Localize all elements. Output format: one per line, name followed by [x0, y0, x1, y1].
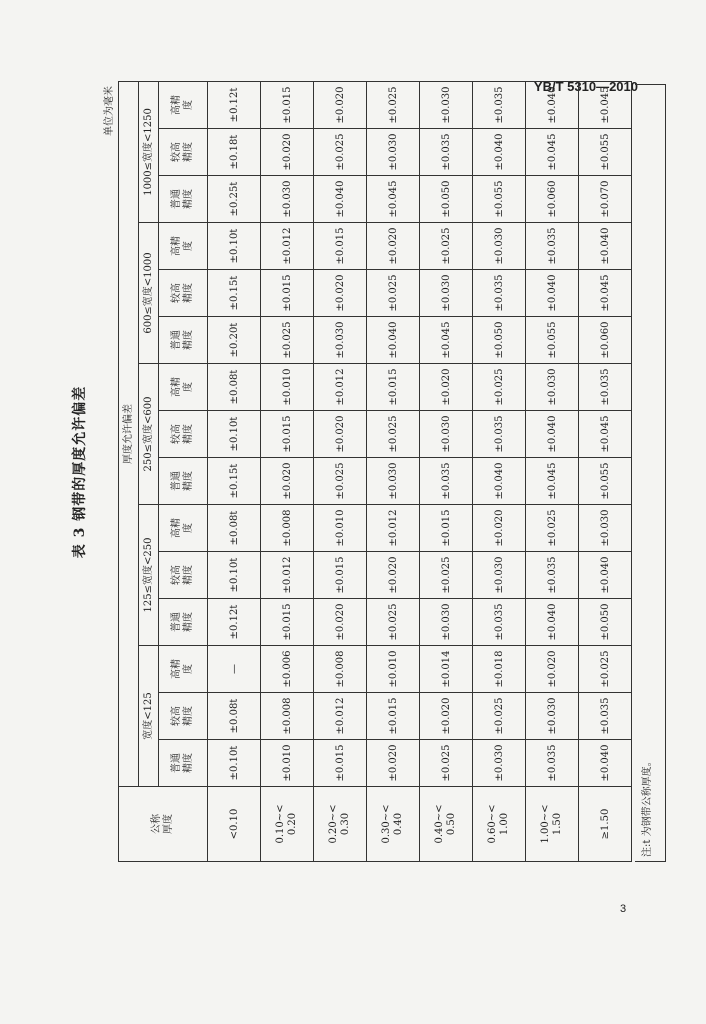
- tolerance-cell: ±0.045: [526, 129, 579, 176]
- tolerance-cell: ±0.035: [526, 223, 579, 270]
- thickness-cell: 0.10~<0.20: [261, 787, 314, 862]
- tolerance-cell: ±0.015: [314, 552, 367, 599]
- tolerance-cell: ±0.025: [473, 364, 526, 411]
- table-row: [261, 81, 314, 861]
- table-row: [526, 81, 579, 861]
- precision-header: 普通精度: [159, 458, 208, 505]
- tolerance-cell: ±0.055: [579, 458, 632, 505]
- table-row: [208, 81, 261, 861]
- col-header-nominal: 公称厚度: [119, 787, 208, 862]
- tolerance-cell: ±0.025: [261, 317, 314, 364]
- thickness-cell: 0.60~<1.00: [473, 787, 526, 862]
- precision-header: 较高精度: [159, 411, 208, 458]
- tolerance-cell: ±0.10t: [208, 223, 261, 270]
- tolerance-cell: ±0.12t: [208, 81, 261, 128]
- tolerance-cell: ±0.055: [579, 129, 632, 176]
- tolerance-cell: ±0.040: [526, 411, 579, 458]
- tolerance-cell: ±0.08t: [208, 364, 261, 411]
- table-body: [208, 81, 632, 861]
- tolerance-cell: ±0.15t: [208, 458, 261, 505]
- tolerance-cell: ±0.035: [473, 411, 526, 458]
- table-title: 表 3 钢带的厚度允许偏差: [72, 385, 88, 559]
- tolerance-cell: ±0.020: [314, 411, 367, 458]
- thickness-cell: ≥1.50: [579, 787, 632, 862]
- tolerance-cell: ±0.015: [367, 364, 420, 411]
- tolerance-cell: ±0.025: [473, 693, 526, 740]
- thickness-cell: 0.40~<0.50: [420, 787, 473, 862]
- tolerance-cell: ±0.020: [420, 364, 473, 411]
- tolerance-cell: ±0.030: [261, 176, 314, 223]
- precision-header: 较高精度: [159, 552, 208, 599]
- tolerance-cell: ±0.015: [261, 81, 314, 128]
- tolerance-cell: ±0.035: [526, 552, 579, 599]
- table-row: [367, 81, 420, 861]
- tolerance-cell: ±0.040: [473, 129, 526, 176]
- tolerance-cell: ±0.015: [314, 223, 367, 270]
- precision-header: 普通精度: [159, 176, 208, 223]
- tolerance-cell: ±0.020: [314, 81, 367, 128]
- tolerance-cell: ±0.10t: [208, 740, 261, 787]
- tolerance-cell: ±0.030: [473, 740, 526, 787]
- tolerance-cell: ±0.015: [261, 411, 314, 458]
- tolerance-cell: ±0.015: [314, 740, 367, 787]
- tolerance-cell: ±0.12t: [208, 599, 261, 646]
- precision-header: 高精度: [159, 505, 208, 552]
- precision-header: 较高精度: [159, 270, 208, 317]
- tolerance-cell: ±0.030: [473, 223, 526, 270]
- width-group-header: 125≤宽度<250: [139, 505, 159, 646]
- tolerance-cell: ±0.060: [579, 317, 632, 364]
- tolerance-cell: ±0.040: [526, 599, 579, 646]
- tolerance-cell: ±0.050: [579, 599, 632, 646]
- tolerance-cell: ±0.055: [473, 176, 526, 223]
- table-row: [473, 81, 526, 861]
- tolerance-cell: ±0.050: [420, 176, 473, 223]
- precision-header: 高精度: [159, 364, 208, 411]
- table-note: 注:t 为钢带公称厚度。: [635, 84, 666, 862]
- precision-header: 高精度: [159, 81, 208, 128]
- tolerance-cell: ±0.025: [367, 81, 420, 128]
- tolerance-cell: ±0.030: [579, 505, 632, 552]
- tolerance-cell: ±0.025: [367, 411, 420, 458]
- tolerance-cell: ±0.008: [261, 693, 314, 740]
- table-unit: 单位为毫米: [104, 86, 115, 136]
- table-row: [579, 81, 632, 861]
- precision-header: 较高精度: [159, 693, 208, 740]
- tolerance-cell: ±0.030: [526, 364, 579, 411]
- tolerance-cell: ±0.025: [579, 646, 632, 693]
- tolerance-cell: ±0.012: [314, 693, 367, 740]
- tolerance-cell: ±0.10t: [208, 411, 261, 458]
- thickness-cell: <0.10: [208, 787, 261, 862]
- thickness-tolerance-table: [118, 81, 632, 862]
- table-row: [314, 81, 367, 861]
- tolerance-cell: ±0.012: [261, 552, 314, 599]
- tolerance-cell: ±0.035: [420, 458, 473, 505]
- tolerance-cell: ±0.010: [314, 505, 367, 552]
- thickness-cell: 1.00~<1.50: [526, 787, 579, 862]
- tolerance-cell: ±0.015: [261, 599, 314, 646]
- tolerance-cell: ±0.030: [526, 693, 579, 740]
- header-row-precisions: [159, 81, 208, 861]
- tolerance-cell: ±0.020: [314, 599, 367, 646]
- tolerance-cell: ±0.020: [526, 646, 579, 693]
- tolerance-cell: ±0.030: [420, 411, 473, 458]
- tolerance-cell: ±0.025: [420, 552, 473, 599]
- tolerance-cell: ±0.045: [526, 458, 579, 505]
- tolerance-cell: ±0.035: [473, 270, 526, 317]
- tolerance-cell: ±0.040: [579, 552, 632, 599]
- precision-header: 普通精度: [159, 599, 208, 646]
- precision-header: 较高精度: [159, 129, 208, 176]
- tolerance-cell: ±0.008: [261, 505, 314, 552]
- tolerance-cell: ±0.025: [314, 458, 367, 505]
- tolerance-cell: ±0.015: [261, 270, 314, 317]
- tolerance-cell: ±0.070: [579, 176, 632, 223]
- tolerance-cell: ±0.035: [473, 81, 526, 128]
- landscape-content: [60, 82, 653, 862]
- tolerance-cell: ±0.035: [579, 693, 632, 740]
- tolerance-cell: ±0.060: [526, 176, 579, 223]
- thickness-cell: 0.30~<0.40: [367, 787, 420, 862]
- tolerance-cell: ±0.030: [420, 81, 473, 128]
- tolerance-cell: ±0.035: [526, 740, 579, 787]
- tolerance-cell: ±0.020: [420, 693, 473, 740]
- tolerance-cell: ±0.035: [473, 599, 526, 646]
- tolerance-cell: ±0.015: [420, 505, 473, 552]
- rotated-table-block: [60, 82, 653, 862]
- tolerance-cell: ±0.012: [314, 364, 367, 411]
- header-row-widths: [139, 81, 159, 861]
- page-number: 3: [620, 903, 627, 915]
- width-group-header: 1000≤宽度<1250: [139, 81, 159, 222]
- tolerance-cell: ±0.010: [261, 740, 314, 787]
- tolerance-cell: ±0.030: [420, 270, 473, 317]
- tolerance-cell: ±0.025: [367, 270, 420, 317]
- header-row-group: [119, 81, 139, 861]
- tolerance-cell: ±0.040: [526, 81, 579, 128]
- tolerance-cell: ±0.045: [420, 317, 473, 364]
- tolerance-cell: ±0.010: [367, 646, 420, 693]
- tolerance-cell: ±0.025: [367, 599, 420, 646]
- tolerance-cell: ±0.020: [314, 270, 367, 317]
- tolerance-cell: ±0.050: [473, 317, 526, 364]
- tolerance-cell: —: [208, 646, 261, 693]
- tolerance-cell: ±0.020: [261, 129, 314, 176]
- tolerance-cell: ±0.035: [579, 364, 632, 411]
- tolerance-cell: ±0.025: [526, 505, 579, 552]
- tolerance-cell: ±0.045: [579, 270, 632, 317]
- tolerance-cell: ±0.025: [314, 129, 367, 176]
- precision-header: 普通精度: [159, 740, 208, 787]
- tolerance-cell: ±0.18t: [208, 129, 261, 176]
- tolerance-cell: ±0.045: [579, 81, 632, 128]
- tolerance-cell: ±0.018: [473, 646, 526, 693]
- tolerance-cell: ±0.010: [261, 364, 314, 411]
- tolerance-cell: ±0.030: [367, 458, 420, 505]
- tolerance-cell: ±0.040: [314, 176, 367, 223]
- tolerance-cell: ±0.08t: [208, 693, 261, 740]
- tolerance-cell: ±0.008: [314, 646, 367, 693]
- width-group-header: 250≤宽度<600: [139, 364, 159, 505]
- tolerance-cell: ±0.10t: [208, 552, 261, 599]
- col-header-tolerance: 厚度允许偏差: [119, 81, 139, 786]
- tolerance-cell: ±0.025: [420, 740, 473, 787]
- tolerance-cell: ±0.035: [420, 129, 473, 176]
- tolerance-cell: ±0.020: [367, 223, 420, 270]
- tolerance-cell: ±0.030: [367, 129, 420, 176]
- width-group-header: 宽度<125: [139, 646, 159, 787]
- tolerance-cell: ±0.025: [420, 223, 473, 270]
- tolerance-cell: ±0.040: [367, 317, 420, 364]
- width-group-header: 600≤宽度<1000: [139, 223, 159, 364]
- tolerance-cell: ±0.012: [261, 223, 314, 270]
- tolerance-cell: ±0.20t: [208, 317, 261, 364]
- tolerance-cell: ±0.040: [526, 270, 579, 317]
- tolerance-cell: ±0.030: [420, 599, 473, 646]
- standard-code: YB/T 5310—2010: [533, 79, 638, 94]
- tolerance-cell: ±0.040: [473, 458, 526, 505]
- tolerance-cell: ±0.020: [367, 740, 420, 787]
- tolerance-cell: ±0.045: [579, 411, 632, 458]
- tolerance-cell: ±0.014: [420, 646, 473, 693]
- tolerance-cell: ±0.08t: [208, 505, 261, 552]
- thickness-cell: 0.20~<0.30: [314, 787, 367, 862]
- tolerance-cell: ±0.040: [579, 223, 632, 270]
- tolerance-cell: ±0.020: [367, 552, 420, 599]
- tolerance-cell: ±0.012: [367, 505, 420, 552]
- tolerance-cell: ±0.25t: [208, 176, 261, 223]
- tolerance-cell: ±0.006: [261, 646, 314, 693]
- precision-header: 普通精度: [159, 317, 208, 364]
- tolerance-cell: ±0.030: [314, 317, 367, 364]
- table-row: [420, 81, 473, 861]
- tolerance-cell: ±0.020: [473, 505, 526, 552]
- tolerance-cell: ±0.040: [579, 740, 632, 787]
- precision-header: 高精度: [159, 646, 208, 693]
- tolerance-cell: ±0.020: [261, 458, 314, 505]
- tolerance-cell: ±0.055: [526, 317, 579, 364]
- tolerance-cell: ±0.045: [367, 176, 420, 223]
- tolerance-cell: ±0.030: [473, 552, 526, 599]
- tolerance-cell: ±0.15t: [208, 270, 261, 317]
- tolerance-cell: ±0.015: [367, 693, 420, 740]
- precision-header: 高精度: [159, 223, 208, 270]
